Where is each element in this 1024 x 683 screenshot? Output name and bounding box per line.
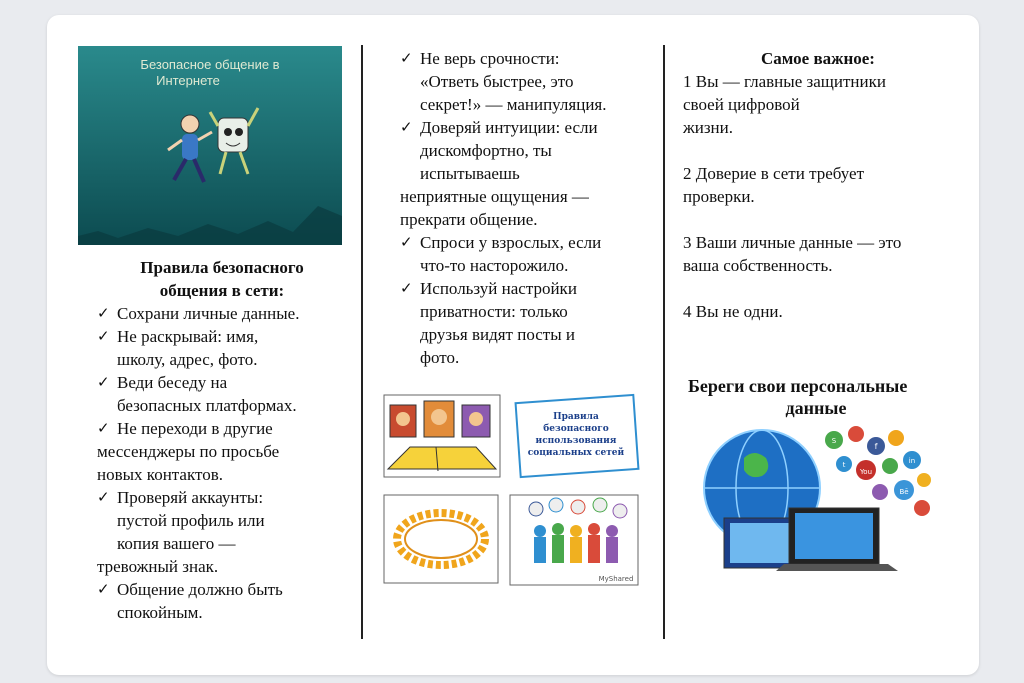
tip-item-line: ✓ Используй настройки xyxy=(420,279,577,298)
safe-communication-illustration xyxy=(78,46,342,245)
important-point-line: ваша собственность. xyxy=(683,256,833,275)
collage-label-3: использования xyxy=(535,436,617,446)
brochure-card xyxy=(47,15,979,675)
column-divider-left xyxy=(361,45,363,639)
illustration-title-2: Интернете xyxy=(156,73,220,88)
important-point-line: жизни. xyxy=(683,118,734,137)
rule-item-line: ✓ Не переходи в другие xyxy=(117,419,273,438)
tip-item xyxy=(400,277,660,369)
rule-item xyxy=(97,578,347,624)
rule-item-line: безопасных платформах. xyxy=(117,396,297,415)
important-point-line: своей цифровой xyxy=(683,95,800,114)
collage-label-2: безопасного xyxy=(543,424,609,434)
collage-label-4: социальных сетей xyxy=(527,448,625,458)
important-point-line: 1 Вы — главные защитники xyxy=(683,72,886,91)
collage-label-1: Правила xyxy=(553,412,599,422)
tip-item-line: дискомфортно, ты xyxy=(420,141,552,160)
social-people-image xyxy=(510,495,638,585)
rules-heading xyxy=(97,256,347,302)
myshared-watermark: MyShared xyxy=(598,575,634,583)
tip-item-line: «Ответь быстрее, это xyxy=(420,72,574,91)
banner-title-2: данные xyxy=(785,398,847,418)
social-rules-label-card xyxy=(516,395,639,477)
banner-title-1: Береги свои персональные xyxy=(688,376,908,396)
tips-checklist xyxy=(400,47,660,369)
important-point xyxy=(683,300,953,323)
tip-item xyxy=(400,231,660,277)
column-divider-right xyxy=(663,45,665,639)
rule-item-line: ✓ Не раскрывай: имя, xyxy=(117,327,259,346)
important-points xyxy=(683,70,953,323)
personal-data-banner xyxy=(684,368,948,571)
illustration-title-1: Безопасное общение в xyxy=(140,57,280,72)
rule-item-line: тревожный знак. xyxy=(97,557,219,576)
tip-item xyxy=(400,47,660,116)
important-heading: Самое важное: xyxy=(761,49,875,68)
column-2-text xyxy=(400,47,660,369)
important-point xyxy=(683,231,953,277)
tip-item-line: ✓ Не верь срочности: xyxy=(420,49,560,68)
tip-item-line: испытываешь xyxy=(420,164,520,183)
rule-item-line: спокойным. xyxy=(117,603,203,622)
tip-item-line: друзья видят посты и xyxy=(420,325,576,344)
tip-item-line: ✓ Спроси у взрослых, если xyxy=(420,233,602,252)
bubble-t: t xyxy=(842,461,846,469)
rule-item xyxy=(97,486,347,578)
bubble-be: Bē xyxy=(899,488,909,496)
rules-checklist xyxy=(97,302,347,624)
rule-item-line: ✓ Общение должно быть xyxy=(117,580,283,599)
bubble-youtube: You xyxy=(859,468,873,476)
tip-item-line: прекрати общение. xyxy=(400,210,538,229)
tip-item-line: приватности: только xyxy=(420,302,568,321)
tip-item-line: неприятные ощущения — xyxy=(400,187,589,206)
tip-item-line: фото. xyxy=(420,348,460,367)
bubble-in: in xyxy=(908,457,916,465)
rule-item xyxy=(97,417,347,486)
bubble-s: S xyxy=(831,437,837,445)
column-3-text xyxy=(683,47,953,346)
rule-item-line: ✓ Сохрани личные данные. xyxy=(117,304,300,323)
social-networks-collage xyxy=(380,391,642,591)
rule-item-line: пустой профиль или xyxy=(117,511,265,530)
rule-item-line: школу, адрес, фото. xyxy=(117,350,258,369)
tip-item-line: ✓ Доверяй интуиции: если xyxy=(420,118,598,137)
tip-item-line: секрет!» — манипуляция. xyxy=(420,95,607,114)
important-point xyxy=(683,70,953,139)
important-point xyxy=(683,162,953,208)
tip-item-line: что-то насторожило. xyxy=(420,256,569,275)
important-point-line: 4 Вы не одни. xyxy=(683,302,783,321)
video-call-monitors-image xyxy=(384,395,500,477)
rule-item xyxy=(97,371,347,417)
bubble-f: f xyxy=(874,442,878,451)
rule-item-line: новых контактов. xyxy=(97,465,223,484)
important-point-line: 3 Ваши личные данные — это xyxy=(683,233,902,252)
rules-heading-line2: общения в сети: xyxy=(159,281,285,300)
important-point-line: 2 Доверие в сети требует xyxy=(683,164,864,183)
rule-item-line: ✓ Веди беседу на xyxy=(117,373,228,392)
important-point-line: проверки. xyxy=(683,187,755,206)
rule-item xyxy=(97,325,347,371)
rule-item xyxy=(97,302,347,325)
rule-item-line: копия вашего — xyxy=(117,534,236,553)
tip-item xyxy=(400,116,660,231)
column-1-text xyxy=(97,256,347,624)
rules-heading-line1: Правила безопасного xyxy=(140,258,304,277)
rule-item-line: ✓ Проверяй аккаунты: xyxy=(117,488,264,507)
rule-item-line: мессенджеры по просьбе xyxy=(97,442,280,461)
people-circle-image xyxy=(384,495,498,583)
